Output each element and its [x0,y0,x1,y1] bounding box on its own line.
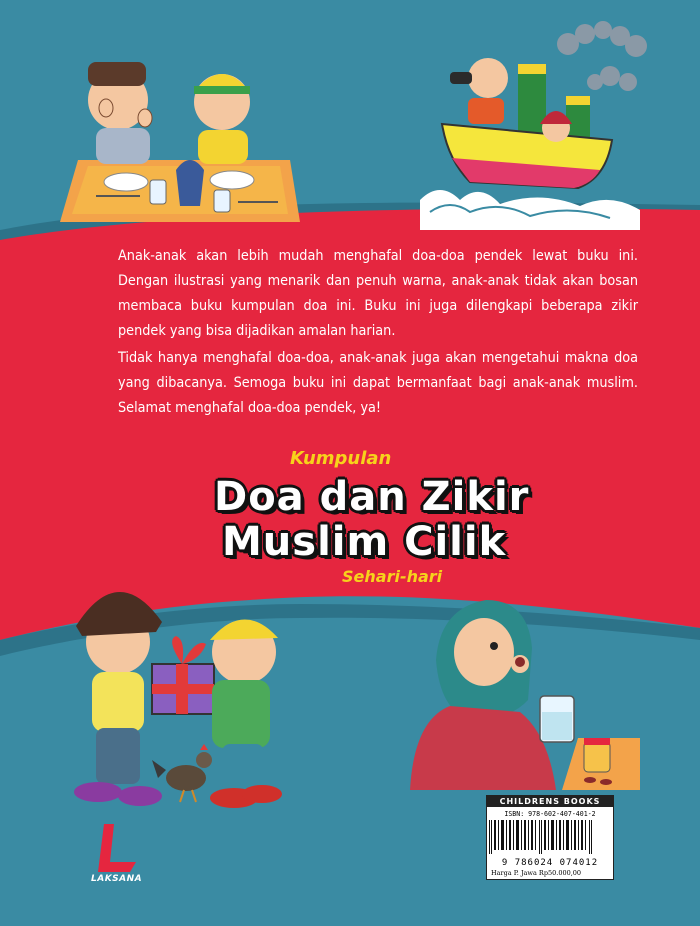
description-paragraph-2: Tidak hanya menghafal doa-doa, anak-anak juga akan mengetahui makna doa yang dibacanya. Semoga buku ini dapat bermanfaat bagi anak-anak muslim. Selamat menghafal doa-doa pendek, ya! [118,350,638,416]
title-line-1: Doa dan Zikir [214,474,530,520]
publisher-name: LAKSANA [91,874,143,884]
price-label: Harga P. Jawa Rp50.000,00 [491,869,582,877]
isbn-text: ISBN: 978-602-407-401-2 [504,810,596,818]
barcode-panel [486,795,614,880]
barcode-number: 9 786024 074012 [501,858,599,868]
category-label: CHILDRENS BOOKS [487,796,613,807]
description-paragraph-1: Anak-anak akan lebih mudah menghafal doa-doa pendek lewat buku ini. Dengan ilustrasi yang menarik dan penuh warna, anak-anak tidak akan bosan membaca buku kumpulan doa ini. Buku ini juga dilengkapi beberapa zikir pendek yang bisa dijadikan amalan harian. [118,248,638,339]
barcode-icon [487,820,595,854]
title-line-2: Muslim Cilik [222,519,507,565]
title-suffix: Sehari-hari [342,567,443,586]
title-prefix: Kumpulan [290,448,392,469]
